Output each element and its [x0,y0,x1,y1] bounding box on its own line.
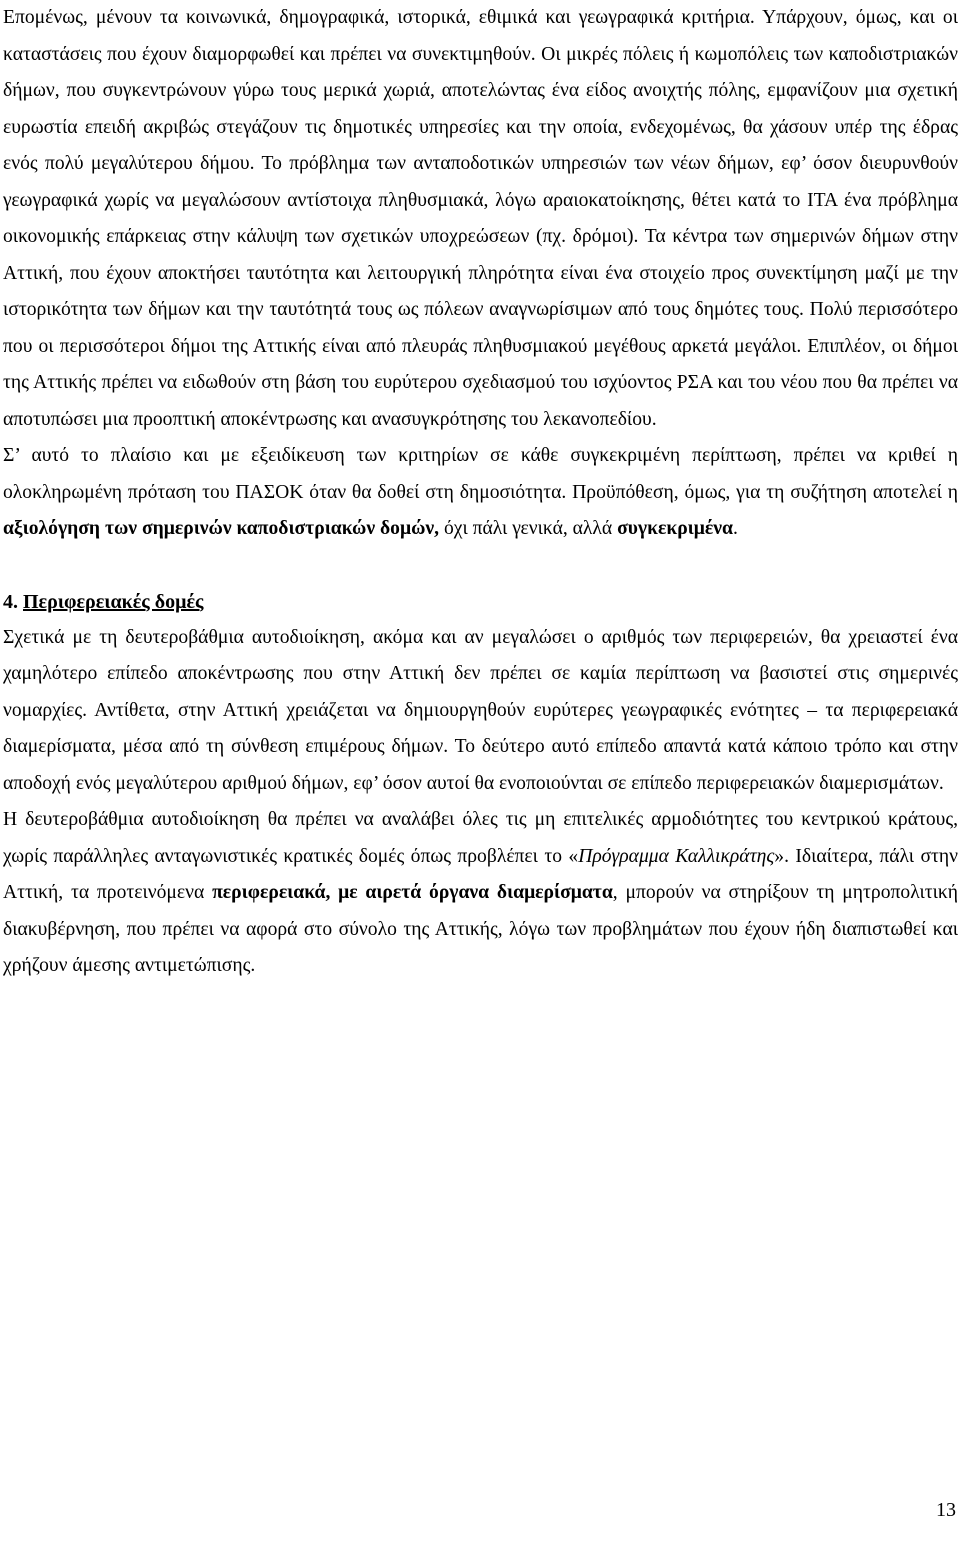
paragraph-criteria: Επομένως, μένουν τα κοινωνικά, δημογραφικά, ιστορικά, εθιμικά και γεωγραφικά κριτήρια. Υπάρχουν, όμως, και οι καταστάσεις που έχουν διαμορφωθεί και πρέπει να συνεκτιμηθούν. Οι μικρές πόλεις ή κωμοπόλεις των καποδιστριακών δήμων, που συγκεντρώνουν γύρω τους μερικά χωριά, αποτελώντας ένα είδος ανοιχτής πόλης, εμφανίζουν μια σχετική ευρωστία επειδή ακριβώς στεγάζουν τις δημοτικές υπηρεσίες και την οποία, ενδεχομένως, θα χάσουν υπέρ της έδρας ενός πολύ μεγαλύτερου δήμου. Το πρόβλημα των ανταποδοτικών υπηρεσιών των νέων δήμων, εφ’ όσον διευρυνθούν γεωγραφικά χωρίς να μεγαλώσουν αντίστοιχα πληθυσμιακά, λόγω αραιοκατοίκησης, θέτει κατά το ΙΤΑ ένα πρόβλημα οικονομικής επάρκειας στην κάλυψη των σχετικών υποχρεώσεων (πχ. δρόμοι). Τα κέντρα των σημερινών δήμων στην Αττική, που έχουν αποκτήσει ταυτότητα και λειτουργική πληρότητα είναι ένα στοιχείο προς συνεκτίμηση μαζί με την ιστορικότητα των δήμων και την ταυτότητά τους ως πόλεων αναγνωρίσιμων από τους δημότες τους. Πολύ περισσότερο που οι περισσότεροι δήμοι της Αττικής είναι από πλευράς πληθυσμιακού μεγέθους αρκετά μεγάλοι. Επιπλέον, οι δήμοι της Αττικής πρέπει να ειδωθούν στη βάση του ευρύτερου σχεδιασμού του ισχύοντος ΡΣΑ και του νέου που θα πρέπει να αποτυπώσει μια προοπτική αποκέντρωσης και ανασυγκρότησης του λεκανοπεδίου. [3,7,958,430]
paragraph-text: Σ’ αυτό το πλαίσιο και με εξειδίκευση των κριτηρίων σε κάθε συγκεκριμένη περίπτωση, πρέπει να κριθεί η ολοκληρωμένη πρόταση του ΠΑΣΟΚ όταν θα δοθεί στη δημοσιότητα. Προϋπόθεση, όμως, για τη συζήτηση αποτελεί η [3,445,958,503]
italic-text: Πρόγραμμα Καλλικράτης [578,845,775,867]
paragraph-text: Η δευτεροβάθμια αυτοδιοίκηση θα πρέπει να αναλάβει όλες τις μη επιτελικές αρμοδιότητες του κεντρικού κράτους, χωρίς παράλληλες ανταγωνιστικές κρατικές δομές όπως προβλέπει το « [3,809,958,867]
paragraph-regional-structures: Σχετικά με τη δευτεροβάθμια αυτοδιοίκηση, ακόμα και αν μεγαλώσει ο αριθμός των περιφερειών, θα χρειαστεί ένα χαμηλότερο επίπεδο αποκέντρωσης που στην Αττική δεν πρέπει σε καμία περίπτωση να βασιστεί στις σημερινές νομαρχίες. Αντίθετα, στην Αττική χρειάζεται να δημιουργηθούν ευρύτερες γεωγραφικές ενότητες – τα περιφερειακά διαμερίσματα, μέσα από τη σύνθεση επιμέρους δήμων. Το δεύτερο αυτό επίπεδο απαντά κατά κάποιο τρόπο και στην αποδοχή ενός μεγαλύτερου αριθμού δήμων, εφ’ όσον αυτοί θα ενοποιούνται σε επίπεδο περιφερειακών διαμερισμάτων. [3,626,958,794]
emphasis-text: περιφερειακά, με αιρετά όργανα διαμερίσματα [212,882,613,903]
section-title: Περιφερειακές δομές [23,590,204,613]
emphasis-text: συγκεκριμένα [617,518,733,539]
section-number: 4. [3,590,23,613]
paragraph-secondary-government [3,802,958,985]
paragraph-evaluation [3,438,958,548]
page-number: 13 [936,1499,956,1521]
paragraph-text: όχι πάλι γενικά, αλλά [439,518,618,539]
paragraph-text: ». Ιδιαίτερα, πάλι στην Αττική, τα προτεινόμενα [3,845,958,903]
emphasis-text: αξιολόγηση των σημερινών καποδιστριακών δομών, [3,518,440,539]
paragraph-text: , μπορούν να στηρίξουν τη μητροπολιτική διακυβέρνηση, που πρέπει να αφορά στο σύνολο της Αττικής, λόγω των προβλημάτων που έχουν ήδη διαπιστωθεί και χρήζουν άμεσης αντιμετώπισης. [3,882,958,976]
paragraph-text: . [732,518,738,539]
document-body [3,0,958,985]
section-heading [3,584,958,620]
